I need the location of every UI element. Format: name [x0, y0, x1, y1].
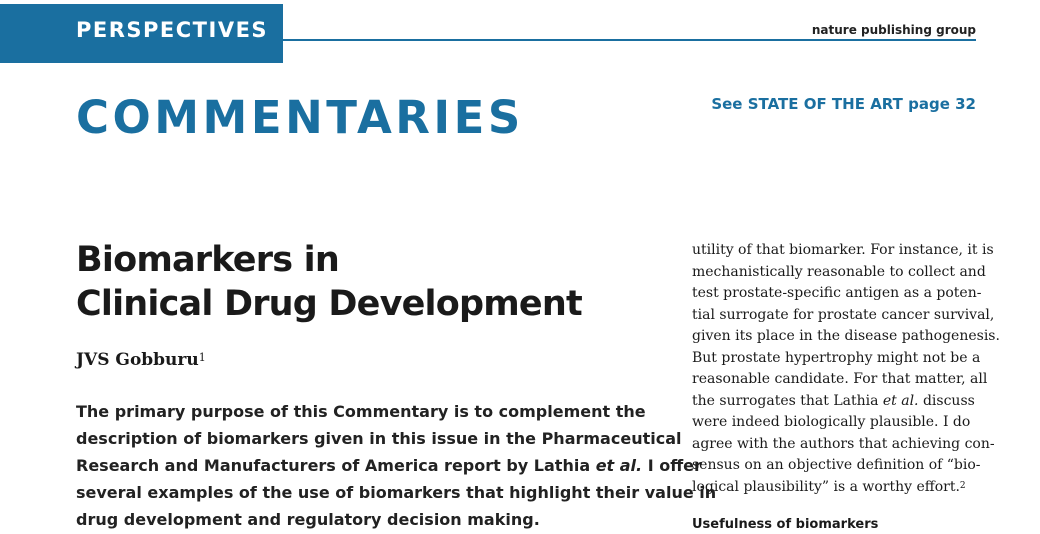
header-rule	[283, 39, 976, 41]
body-line-8-tail: discuss	[918, 392, 975, 409]
section-label: PERSPECTIVES	[76, 18, 269, 42]
author-name: JVS Gobburu	[76, 350, 199, 370]
section-banner	[0, 4, 283, 63]
abstract-line-5: drug development and regulatory decision making.	[76, 510, 540, 529]
author-byline	[76, 349, 206, 371]
article-title-line-1: Biomarkers in	[76, 240, 339, 280]
abstract-line-3	[76, 452, 702, 479]
section-title: COMMENTARIES	[76, 91, 524, 144]
body-line: utility of that biomarker. For instance, it is	[692, 242, 994, 258]
abstract-line-4: several examples of the use of biomarkers that highlight their value in	[76, 483, 717, 502]
body-text-column	[692, 240, 1000, 498]
body-line: tial surrogate for prostate cancer survival,	[692, 306, 995, 323]
body-et-al: et al.	[882, 392, 919, 409]
abstract-line-2: description of biomarkers given in this issue in the Pharmaceutical	[76, 429, 682, 448]
body-line	[692, 477, 992, 499]
body-line: were indeed biologically plausible. I do	[692, 414, 971, 430]
body-line: mechanistically reasonable to collect and	[692, 263, 986, 280]
body-line: test prostate-specific antigen as a poten-	[692, 285, 982, 301]
abstract-et-al: et al.	[595, 456, 643, 475]
body-line: reasonable candidate. For that matter, all	[692, 371, 988, 387]
body-line	[692, 391, 992, 413]
section-subheading: Usefulness of biomarkers	[692, 517, 879, 532]
body-line: sensus on an objective definition of “bio-	[692, 457, 981, 473]
body-line-12-text: logical plausibility” is a worthy effort.	[692, 478, 960, 495]
body-line: But prostate hypertrophy might not be a	[692, 349, 981, 366]
publisher-name: nature publishing group	[811, 23, 976, 37]
abstract	[76, 398, 717, 533]
body-line-8-text: the surrogates that Lathia	[692, 392, 883, 409]
article-title-line-2: Clinical Drug Development	[76, 284, 582, 324]
article-title	[76, 238, 582, 326]
citation-mark: 2	[959, 480, 966, 491]
abstract-line-3-tail: I offer	[642, 456, 702, 475]
cross-reference-link[interactable]: See STATE OF THE ART page 32	[711, 95, 976, 113]
body-line: agree with the authors that achieving con-	[692, 435, 995, 452]
abstract-line-3-text: Research and Manufacturers of America report by Lathia	[76, 456, 596, 475]
abstract-line-1: The primary purpose of this Commentary is to complement the	[76, 402, 646, 421]
body-line: given its place in the disease pathogenesis.	[692, 328, 1000, 344]
author-affiliation-mark: 1	[198, 351, 206, 364]
